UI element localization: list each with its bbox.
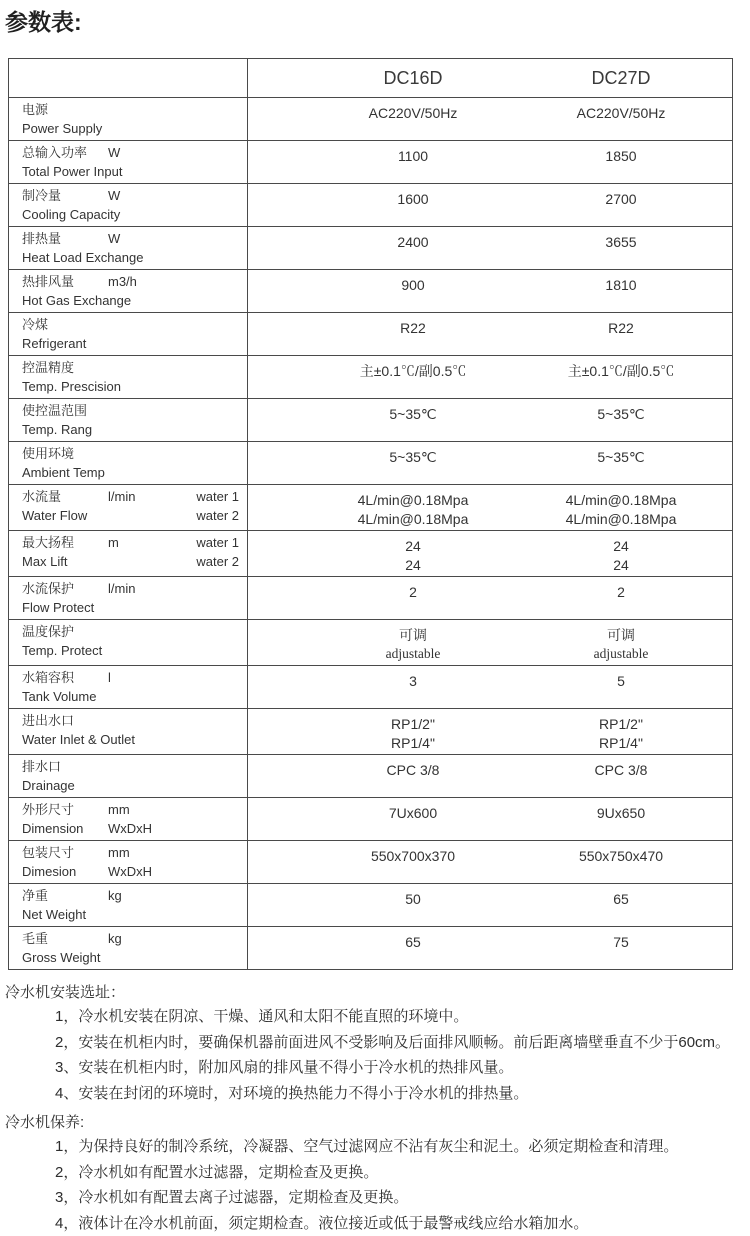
value-line: 1600 <box>336 190 490 209</box>
row-label-line-cn <box>22 359 121 378</box>
row-label-cell <box>9 227 248 269</box>
note-section <box>5 982 742 1106</box>
row-label-cn: 包装尺寸 <box>22 844 108 863</box>
note-item: 2，安装在机柜内时，要确保机器前面进风不受影响及后面排风顺畅。前后距离墙壁垂直不少于60cm。 <box>5 1030 742 1056</box>
value-dc27d <box>490 583 732 617</box>
row-label-lines <box>22 930 122 967</box>
table-header-values <box>248 59 732 97</box>
row-label-lines <box>22 669 111 706</box>
row-values <box>248 884 732 926</box>
row-label-lines <box>22 187 120 224</box>
value-dc16d <box>248 276 490 310</box>
row-label-line-cn <box>22 758 108 777</box>
value-line: 5~35℃ <box>510 405 732 424</box>
row-label-en: Temp. Rang <box>22 422 92 437</box>
row-label-line-cn <box>22 187 120 206</box>
value-dc27d <box>490 847 732 881</box>
value-dc27d <box>490 448 732 482</box>
row-label-en: Hot Gas Exchange <box>22 293 131 308</box>
row-label-line-en <box>22 642 108 661</box>
value-dc16d <box>248 319 490 353</box>
note-item: 1，为保持良好的制冷系统，冷凝器、空气过滤网应不沾有灰尘和泥土。必须定期检查和清理。 <box>5 1134 742 1160</box>
page-title: 参数表: <box>5 8 750 36</box>
water-circuit-label: water 2 <box>196 553 239 572</box>
value-line: 75 <box>510 933 732 952</box>
row-values <box>248 227 732 269</box>
value-line: RP1/2" <box>510 715 732 734</box>
row-label-lines <box>22 316 108 353</box>
row-label-en: Power Supply <box>22 121 102 136</box>
note-item: 3、安装在机柜内时，附加风扇的排风量不得小于冷水机的热排风量。 <box>5 1055 742 1081</box>
row-label-cell <box>9 798 248 840</box>
row-label-line-en <box>22 599 135 618</box>
row-values <box>248 666 732 708</box>
value-dc16d <box>248 190 490 224</box>
row-unit: l/min <box>108 488 135 507</box>
row-label-cn: 热排风量 <box>22 273 108 292</box>
value-line: 5~35℃ <box>336 448 490 467</box>
row-unit: W <box>108 230 120 249</box>
row-label-cn: 使用环境 <box>22 445 108 464</box>
value-dc27d <box>490 319 732 353</box>
note-item: 4、安装在封闭的环境时，对环境的换热能力不得小于冷水机的排热量。 <box>5 1081 742 1107</box>
row-label-cell <box>9 98 248 140</box>
row-label-line-en <box>22 777 108 796</box>
note-heading: 冷水机保养: <box>5 1112 742 1134</box>
row-label-cell <box>9 927 248 969</box>
table-row <box>9 98 732 141</box>
row-label-en: Tank Volume <box>22 689 96 704</box>
row-label-cn: 最大扬程 <box>22 534 108 553</box>
row-label-cn: 电源 <box>22 101 108 120</box>
row-label-cell <box>9 141 248 183</box>
water-circuit-label: water 1 <box>196 534 239 553</box>
value-line: 5~35℃ <box>510 448 732 467</box>
row-label-line-en <box>22 464 108 483</box>
row-label-en: Water Flow <box>22 508 87 523</box>
row-unit: kg <box>108 930 122 949</box>
value-dc16d <box>248 626 490 663</box>
value-line: AC220V/50Hz <box>510 104 732 123</box>
value-dc16d <box>248 537 490 574</box>
value-line: 4L/min@0.18Mpa <box>336 491 490 510</box>
spec-rows <box>9 98 732 969</box>
row-label-en: Refrigerant <box>22 336 86 351</box>
row-label-line-en <box>22 863 152 882</box>
value-line: 550x700x370 <box>336 847 490 866</box>
row-label-line-cn <box>22 273 137 292</box>
row-label-cn: 进出水口 <box>22 712 108 731</box>
row-label-cell <box>9 884 248 926</box>
row-label-line-en <box>22 553 119 572</box>
table-row <box>9 841 732 884</box>
value-line: adjustable <box>510 645 732 664</box>
value-dc16d <box>248 847 490 881</box>
row-values <box>248 442 732 484</box>
value-dc27d <box>490 491 732 528</box>
row-label-line-cn <box>22 712 135 731</box>
row-label-line-en <box>22 820 152 839</box>
note-item: 4，液体计在冷水机前面，须定期检查。液位接近或低于最警戒线应给水箱加水。 <box>5 1211 742 1236</box>
note-item: 2，冷水机如有配置水过滤器，定期检查及更换。 <box>5 1160 742 1186</box>
row-label-en: Total Power Input <box>22 164 122 179</box>
row-label-line-en <box>22 688 111 707</box>
row-unit: l <box>108 669 111 688</box>
row-values <box>248 531 732 576</box>
row-unit: W <box>108 144 120 163</box>
value-line: 24 <box>336 537 490 556</box>
row-en-unit: WxDxH <box>108 820 152 839</box>
row-label-cell <box>9 442 248 484</box>
table-row <box>9 227 732 270</box>
row-label-line-cn <box>22 230 143 249</box>
row-label-cell <box>9 666 248 708</box>
row-label-line-cn <box>22 580 135 599</box>
value-line: 2400 <box>336 233 490 252</box>
note-section <box>5 1112 742 1236</box>
row-label-cell <box>9 356 248 398</box>
value-line: RP1/2" <box>336 715 490 734</box>
value-dc27d <box>490 672 732 706</box>
row-unit: m3/h <box>108 273 137 292</box>
row-label-lines <box>22 144 122 181</box>
value-line: 65 <box>336 933 490 952</box>
table-row <box>9 755 732 798</box>
value-dc27d <box>490 715 732 752</box>
value-dc27d <box>490 804 732 838</box>
value-line: 主±0.1℃/副0.5℃ <box>336 362 490 381</box>
spec-table <box>8 58 733 970</box>
value-line: 2700 <box>510 190 732 209</box>
row-values <box>248 709 732 754</box>
value-line: 7Ux600 <box>336 804 490 823</box>
row-label-lines <box>22 359 121 396</box>
row-unit: l/min <box>108 580 135 599</box>
row-label-line-cn <box>22 316 108 335</box>
value-line: CPC 3/8 <box>510 761 732 780</box>
value-dc27d <box>490 233 732 267</box>
value-dc16d <box>248 491 490 528</box>
row-unit: mm <box>108 801 130 820</box>
row-values <box>248 620 732 665</box>
row-label-en: Heat Load Exchange <box>22 250 143 265</box>
value-line: R22 <box>510 319 732 338</box>
row-values <box>248 399 732 441</box>
row-label-lines <box>22 101 108 138</box>
value-line: 5 <box>510 672 732 691</box>
table-row <box>9 485 732 531</box>
value-line: 5~35℃ <box>336 405 490 424</box>
row-label-line-en <box>22 249 143 268</box>
row-label-line-en <box>22 378 121 397</box>
row-label-line-cn <box>22 101 108 120</box>
row-values <box>248 927 732 969</box>
value-dc16d <box>248 583 490 617</box>
row-label-cn: 水流量 <box>22 488 108 507</box>
row-values <box>248 184 732 226</box>
value-dc16d <box>248 104 490 138</box>
row-label-en: Max Lift <box>22 554 68 569</box>
value-line: 3655 <box>510 233 732 252</box>
row-label-cn: 总输入功率 <box>22 144 108 163</box>
row-label-line-en <box>22 421 108 440</box>
row-label-cell <box>9 270 248 312</box>
row-label-cell <box>9 755 248 797</box>
row-label-cn: 冷煤 <box>22 316 108 335</box>
value-dc16d <box>248 405 490 439</box>
value-dc27d <box>490 405 732 439</box>
row-label-lines <box>22 844 152 881</box>
row-label-en: Temp. Prescision <box>22 379 121 394</box>
row-label-lines <box>22 712 135 752</box>
row-label-line-cn <box>22 144 122 163</box>
value-dc27d <box>490 890 732 924</box>
row-label-line-en <box>22 507 135 526</box>
table-row <box>9 184 732 227</box>
value-line: 24 <box>510 537 732 556</box>
value-dc16d <box>248 147 490 181</box>
value-dc16d <box>248 233 490 267</box>
value-dc16d <box>248 448 490 482</box>
row-label-cell <box>9 313 248 355</box>
value-line: 65 <box>510 890 732 909</box>
row-values <box>248 270 732 312</box>
value-line: 4L/min@0.18Mpa <box>336 510 490 529</box>
row-en-unit: WxDxH <box>108 863 152 882</box>
row-label-cell <box>9 399 248 441</box>
table-row <box>9 927 732 969</box>
row-label-en: Temp. Protect <box>22 643 102 658</box>
value-line: 主±0.1℃/副0.5℃ <box>510 362 732 381</box>
row-label-cn: 排热量 <box>22 230 108 249</box>
notes <box>5 982 742 1236</box>
value-line: 2 <box>510 583 732 602</box>
row-label-line-en <box>22 949 122 968</box>
row-label-cn: 毛重 <box>22 930 108 949</box>
table-row <box>9 577 732 620</box>
value-dc16d <box>248 933 490 967</box>
water-circuit-labels <box>196 534 241 574</box>
row-label-line-cn <box>22 534 119 553</box>
value-line: CPC 3/8 <box>336 761 490 780</box>
row-label-line-en <box>22 335 108 354</box>
row-label-line-cn <box>22 488 135 507</box>
value-dc27d <box>490 276 732 310</box>
row-label-cn: 控温精度 <box>22 359 108 378</box>
table-row <box>9 531 732 577</box>
value-line: 50 <box>336 890 490 909</box>
value-dc16d <box>248 761 490 795</box>
water-circuit-label: water 2 <box>196 507 239 526</box>
row-label-en: Dimesion <box>22 863 108 882</box>
row-label-cell <box>9 577 248 619</box>
table-row <box>9 270 732 313</box>
row-label-lines <box>22 230 143 267</box>
row-label-cn: 外形尺寸 <box>22 801 108 820</box>
row-unit: m <box>108 534 119 553</box>
row-label-line-en <box>22 292 137 311</box>
row-label-en: Ambient Temp <box>22 465 105 480</box>
value-line: R22 <box>336 319 490 338</box>
row-label-en: Flow Protect <box>22 600 94 615</box>
row-label-line-en <box>22 163 122 182</box>
row-label-lines <box>22 887 122 924</box>
value-dc16d <box>248 715 490 752</box>
row-label-en: Cooling Capacity <box>22 207 120 222</box>
note-item: 1，冷水机安装在阴凉、干燥、通风和太阳不能直照的环境中。 <box>5 1004 742 1030</box>
value-dc27d <box>490 761 732 795</box>
value-line: 1100 <box>336 147 490 166</box>
table-row <box>9 356 732 399</box>
row-label-en: Gross Weight <box>22 950 101 965</box>
table-row <box>9 884 732 927</box>
row-label-line-cn <box>22 402 108 421</box>
value-line: 900 <box>336 276 490 295</box>
row-label-line-en <box>22 731 135 750</box>
row-label-line-cn <box>22 669 111 688</box>
row-label-cn: 温度保护 <box>22 623 108 642</box>
value-line: 1850 <box>510 147 732 166</box>
row-label-lines <box>22 445 108 482</box>
table-row <box>9 798 732 841</box>
value-dc16d <box>248 362 490 396</box>
value-line: 可调 <box>336 626 490 645</box>
row-label-lines <box>22 623 108 663</box>
row-label-line-cn <box>22 844 152 863</box>
row-label-en: Net Weight <box>22 907 86 922</box>
value-dc27d <box>490 626 732 663</box>
row-values <box>248 577 732 619</box>
row-label-cn: 水流保护 <box>22 580 108 599</box>
row-label-cell <box>9 709 248 754</box>
row-label-lines <box>22 402 108 439</box>
row-values <box>248 98 732 140</box>
row-label-cell <box>9 184 248 226</box>
value-dc27d <box>490 147 732 181</box>
value-line: 3 <box>336 672 490 691</box>
row-values <box>248 485 732 530</box>
row-label-lines <box>22 534 119 574</box>
table-row <box>9 709 732 755</box>
value-dc16d <box>248 804 490 838</box>
row-label-en: Drainage <box>22 778 75 793</box>
row-label-cell <box>9 620 248 665</box>
row-label-cn: 制冷量 <box>22 187 108 206</box>
value-dc27d <box>490 362 732 396</box>
row-values <box>248 755 732 797</box>
table-row <box>9 442 732 485</box>
row-label-en: Water Inlet & Outlet <box>22 732 135 747</box>
row-label-lines <box>22 758 108 795</box>
value-dc16d <box>248 672 490 706</box>
value-line: AC220V/50Hz <box>336 104 490 123</box>
value-line: 4L/min@0.18Mpa <box>510 491 732 510</box>
row-label-cell <box>9 841 248 883</box>
table-header-row <box>9 59 732 98</box>
row-label-cn: 排水口 <box>22 758 108 777</box>
row-label-cn: 使控温范围 <box>22 402 108 421</box>
note-item: 3，冷水机如有配置去离子过滤器，定期检查及更换。 <box>5 1185 742 1211</box>
column-header-dc16d: DC16D <box>248 68 490 89</box>
row-values <box>248 841 732 883</box>
value-line: 4L/min@0.18Mpa <box>510 510 732 529</box>
table-header-empty-cell <box>9 59 248 97</box>
water-circuit-label: water 1 <box>196 488 239 507</box>
value-dc27d <box>490 104 732 138</box>
row-label-cn: 净重 <box>22 887 108 906</box>
value-line: RP1/4" <box>510 734 732 753</box>
table-row <box>9 399 732 442</box>
water-circuit-labels <box>196 488 241 528</box>
value-line: 24 <box>336 556 490 575</box>
value-line: 550x750x470 <box>510 847 732 866</box>
row-label-line-en <box>22 120 108 139</box>
value-dc27d <box>490 537 732 574</box>
table-row <box>9 313 732 356</box>
row-label-lines <box>22 580 135 617</box>
row-values <box>248 313 732 355</box>
row-unit: kg <box>108 887 122 906</box>
row-label-line-cn <box>22 445 108 464</box>
value-line: 1810 <box>510 276 732 295</box>
table-row <box>9 141 732 184</box>
row-label-lines <box>22 488 135 528</box>
note-heading: 冷水机安装选址： <box>5 982 742 1004</box>
row-label-cn: 水箱容积 <box>22 669 108 688</box>
value-line: 可调 <box>510 626 732 645</box>
row-label-line-cn <box>22 930 122 949</box>
value-line: 24 <box>510 556 732 575</box>
row-label-line-cn <box>22 801 152 820</box>
row-values <box>248 798 732 840</box>
value-line: 2 <box>336 583 490 602</box>
value-line: 9Ux650 <box>510 804 732 823</box>
row-label-lines <box>22 801 152 838</box>
row-label-line-cn <box>22 623 108 642</box>
row-values <box>248 141 732 183</box>
value-dc27d <box>490 933 732 967</box>
row-label-line-en <box>22 206 120 225</box>
row-label-lines <box>22 273 137 310</box>
table-row <box>9 666 732 709</box>
row-values <box>248 356 732 398</box>
value-line: adjustable <box>336 645 490 664</box>
value-dc27d <box>490 190 732 224</box>
row-label-cell <box>9 485 248 530</box>
row-label-line-en <box>22 906 122 925</box>
value-line: RP1/4" <box>336 734 490 753</box>
value-dc16d <box>248 890 490 924</box>
column-header-dc27d: DC27D <box>490 68 732 89</box>
row-label-cell <box>9 531 248 576</box>
table-row <box>9 620 732 666</box>
row-label-line-cn <box>22 887 122 906</box>
row-label-en: Dimension <box>22 820 108 839</box>
row-unit: W <box>108 187 120 206</box>
row-unit: mm <box>108 844 130 863</box>
